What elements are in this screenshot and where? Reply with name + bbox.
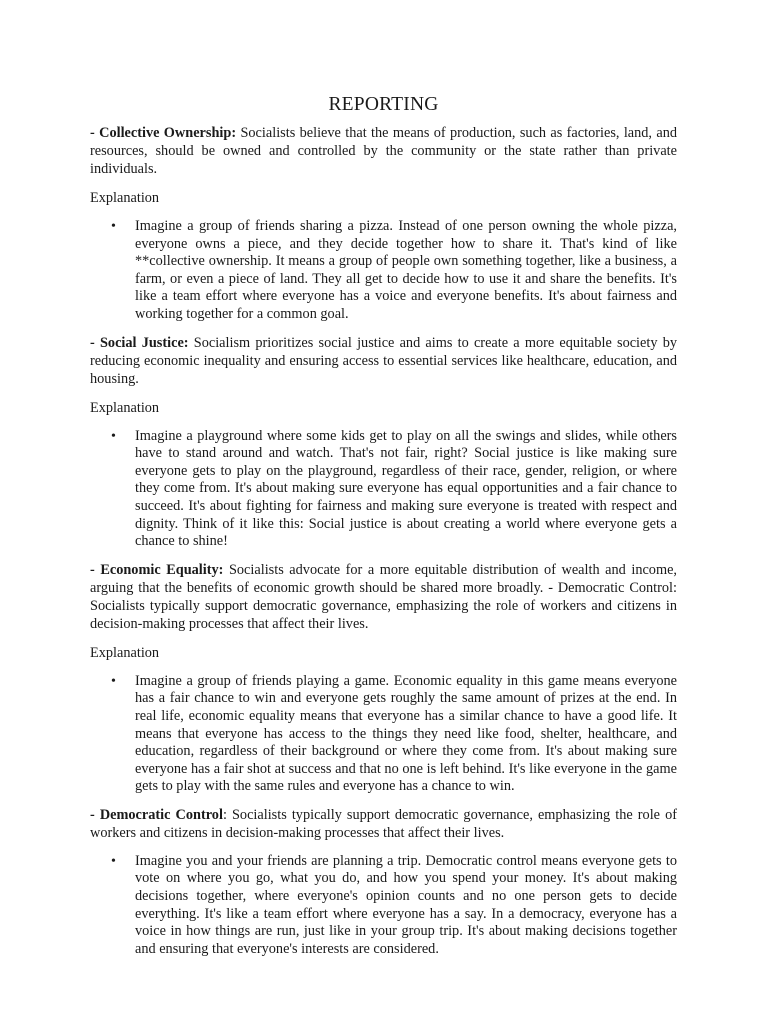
bullet-icon: •: [111, 219, 116, 234]
section-text: Socialism prioritizes social justice and aims to create a more equitable society by reducing economic inequality and ensuring access to essential services like healthcare, education, and housing.: [90, 334, 677, 387]
term-label: Social Justice:: [99, 334, 189, 351]
section-text: Socialists advocate for a more equitable distribution of wealth and income, arguing that the benefits of economic growth should be shared more broadly. - Democratic Control: Socialists typically support democratic governance, emphasizing the role of workers and citizens in decision-making processes that affect their lives.: [90, 561, 677, 632]
section-social-justice: [90, 334, 677, 388]
explanation-list: [90, 428, 677, 551]
bullet-icon: •: [111, 853, 116, 869]
explanation-text: Imagine you and your friends are planning a trip. Democratic control means everyone gets to vote on where you go, what you do, and how you spend your money. It's about making decisions together, where everyone's opinion counts and no one person gets to decide everything. It's like a team effort where everyone has a say. In a democracy, everyone has a voice in how things are run, just like in your group trip. It's about making decisions together and ensuring that everyone's interests are considered.: [135, 852, 677, 957]
section-text: Socialists believe that the means of production, such as factories, land, and resources, should be owned and controlled by the community or the state rather than private individuals.: [90, 125, 677, 177]
explanation-text: Imagine a group of friends playing a game. Economic equality in this game means everyone has a fair chance to win and everyone gets roughly the same amount of prizes at the end. In real life, economic equality means that everyone has a similar chance to have a good life. It means that everyone has access to the things they need like food, shelter, healthcare, and education, regardless of their background or where they come from. It's about making sure everyone has a fair shot at success and that no one is left behind. It's like everyone in the game gets to play with the same rules and everyone has a chance to win.: [135, 672, 677, 795]
section-term: [90, 335, 189, 351]
explanation-item: [90, 853, 677, 959]
explanation-label: Explanation: [90, 399, 160, 416]
explanation-item: [90, 218, 677, 324]
term-label: Democratic Control: [99, 806, 223, 823]
bullet-icon: •: [111, 428, 116, 444]
section-economic-equality: [90, 561, 677, 633]
term-prefix: -: [90, 334, 100, 351]
explanation-label: Explanation: [90, 644, 160, 661]
section-term: [90, 562, 223, 578]
explanation-list: [90, 673, 677, 796]
explanation-text: Imagine a playground where some kids get to play on all the swings and slides, while others have to stand around and watch. That's not fair, right? Social justice is like making sure everyone gets to play on the playground, regardless of their race, gender, religion, or where they come from. It's about making sure everyone has equal opportunities and a fair chance to succeed. It's about fighting for fairness and making sure everyone is treated with respect and dignity. Think of it like this: Social justice is about creating a world where everyone gets a chance to shine!: [135, 427, 677, 550]
term-label: Collective Ownership:: [99, 125, 237, 141]
term-prefix: -: [90, 561, 101, 578]
section-term: [90, 807, 223, 823]
bullet-icon: •: [111, 673, 116, 689]
term-prefix: -: [90, 806, 100, 823]
term-label: Economic Equality:: [100, 561, 224, 578]
explanation-label: Explanation: [90, 190, 160, 206]
page-title: REPORTING: [328, 94, 439, 115]
section-term: [90, 125, 236, 141]
explanation-list: [90, 218, 677, 324]
section-text: : Socialists typically support democratic governance, emphasizing the role of workers and citizens in decision-making processes that affect their lives.: [90, 806, 677, 841]
explanation-item: [90, 673, 677, 796]
section-collective-ownership: [90, 124, 677, 178]
explanation-text: Imagine a group of friends sharing a pizza. Instead of one person owning the whole pizza, everyone owns a piece, and they decide together how to share it. That's kind of like **collective ownership. It means a group of people own something together, like a business, a farm, or even a piece of land. They all get to decide how to use it and share the benefits. It's like a team effort where everyone has a voice and everyone benefits. It's about fairness and working together for a common goal.: [135, 218, 677, 322]
term-prefix: -: [90, 125, 100, 141]
section-democratic-control: [90, 806, 677, 842]
explanation-list: [90, 853, 677, 959]
explanation-item: [90, 428, 677, 551]
